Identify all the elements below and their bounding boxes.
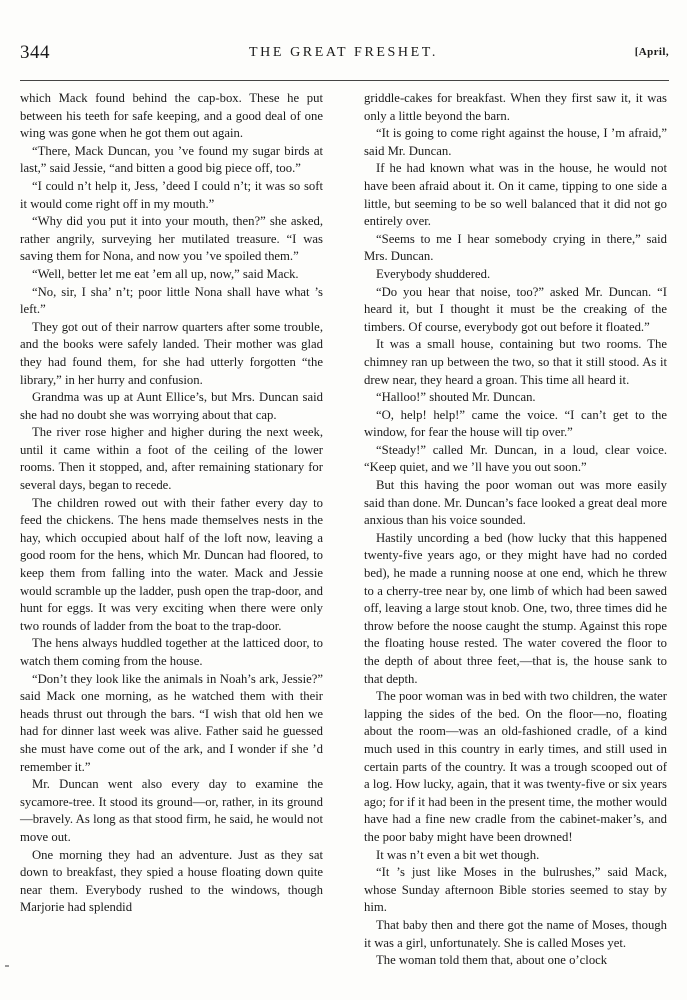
page-number: 344 [20, 42, 50, 63]
paragraph: The poor woman was in bed with two children, the water lapping the sides of the bed. On the floor—no, floating about the room—was an old-fashioned cradle, of a kind much used in this country in early times, and still used in certain parts of the country. It was a trough scooped out of a log. How lucky, again, that it was twenty-five or six years ago; for if it had been in the present time, the mother would have had a fine new cradle from the cabinet-maker’s, and the poor baby might have been drowned! [364, 689, 667, 844]
paragraph: “O, help! help!” came the voice. “I can’t get to the window, for fear the house will tip over.” [364, 407, 667, 440]
paragraph: “Seems to me I hear somebody crying in there,” said Mrs. Duncan. [364, 231, 667, 264]
paragraph: griddle-cakes for breakfast. When they first saw it, it was only a little beyond the barn. [364, 91, 667, 123]
paragraph: Mr. Duncan went also every day to examine the sycamore-tree. It stood its ground—or, rather, in its ground—bravely. As long as that stood firm, he said, he would not move out. [20, 777, 323, 844]
paragraph: “Steady!” called Mr. Duncan, in a loud, clear voice. “Keep quiet, and we ’ll have you out soon.” [364, 442, 667, 475]
month-label: [April, [634, 46, 669, 58]
paragraph: Everybody shuddered. [376, 266, 491, 281]
paragraph: That baby then and there got the name of Moses, though it was a girl, unfortunately. She is called Moses yet. [364, 917, 667, 950]
left-column [20, 90, 323, 917]
header-rule [20, 80, 669, 81]
paragraph: Grandma was up at Aunt Ellice’s, but Mrs. Duncan said she had no doubt she was worrying about that cap. [20, 390, 323, 422]
paragraph: The children rowed out with their father every day to feed the chickens. The hens made themselves nests in the hay, which occupied about half of the loft now, leaving a good room for the hens, which Mr. Duncan had floored, to keep them from falling into the water. Mack and Jessie would scramble up the ladder, push open the trap-door, and hunt for eggs. It was very exciting when there were only two rounds of ladder from the boat to the trap-door. [20, 495, 323, 633]
paragraph: “I could n’t help it, Jess, ’deed I could n’t; it was so soft it would come right off in my mouth.” [20, 178, 323, 211]
paragraph: “Don’t they look like the animals in Noah’s ark, Jessie?” said Mack one morning, as he watched them with their heads thrust out through the bars. “I wish that old hen we had for dinner last week was alive. Father said he guessed she must have come out of the ark, and I wonder if she ’d remember it.” [20, 671, 323, 774]
page-edge-mark [5, 965, 9, 967]
paragraph: “Do you hear that noise, too?” asked Mr. Duncan. “I heard it, but I thought it must be the creaking of the timbers. Of course, everybody got out before it floated.” [364, 284, 667, 334]
paragraph: The hens always huddled together at the latticed door, to watch them coming from the house. [20, 636, 323, 668]
paragraph: “No, sir, I sha’ n’t; poor little Nona shall have what ’s left.” [20, 284, 323, 317]
paragraph: Hastily uncording a bed (how lucky that this happened twenty-five years ago, or they might have had no corded bed), he made a running noose at one end, which he threw to a cherry-tree near by, one limb of which had been sawed off, leaving a large stout knob. One, two, three times did he throw before the noose caught the stump. Against this rope the floating house rested. The water covered the floor to the depth of about three feet,—that is, the house sank to that depth. [364, 530, 667, 686]
paragraph: “Why did you put it into your mouth, then?” she asked, rather angrily, surveying her mutilated treasure. “I was saving them for Nona, and now you ’ve spoiled them.” [20, 214, 323, 264]
right-column [364, 90, 667, 970]
paragraph: If he had known what was in the house, he would not have been afraid about it. On it came, tipping to one side a little, but seeming to be so well balanced that it did not go entirely over. [364, 161, 667, 229]
paragraph: “It is going to come right against the house, I ’m afraid,” said Mr. Duncan. [364, 126, 667, 158]
paragraph: The river rose higher and higher during the next week, until it came within a foot of the ceiling of the lower rooms. Then it stopped, and, after remaining stationary for several days, began to recede. [20, 425, 323, 493]
running-title: THE GREAT FRESHET. [248, 45, 438, 60]
paragraph: One morning they had an adventure. Just as they sat down to breakfast, they spied a house floating down quite near them. Everybody rushed to the windows, though Marjorie had splendid [20, 847, 323, 915]
paragraph: “It ’s just like Moses in the bulrushes,” said Mack, whose Sunday afternoon Bible stories seemed to stay by him. [364, 865, 667, 915]
paragraph: But this having the poor woman out was more easily said than done. Mr. Duncan’s face looked a great deal more anxious than his voice sounded. [364, 478, 667, 528]
paragraph: which Mack found behind the cap-box. These he put between his teeth for safe keeping, and a good deal of one wing was gone when he got them out again. [20, 91, 323, 141]
paragraph: They got out of their narrow quarters after some trouble, and the books were safely landed. Their mother was glad they had found them, for she had utterly forgotten “the library,” in her hurry and confusion. [20, 319, 323, 387]
paragraph: “Well, better let me eat ’em all up, now,” said Mack. [32, 266, 299, 281]
paragraph: “There, Mack Duncan, you ’ve found my sugar birds at last,” said Jessie, “and bitten a good big piece off, too.” [20, 143, 323, 176]
paragraph: The woman told them that, about one o’clock [376, 953, 608, 968]
page-header [18, 42, 669, 66]
paragraph: “Halloo!” shouted Mr. Duncan. [376, 390, 536, 405]
paragraph: It was a small house, containing but two rooms. The chimney ran up between the two, so that it still stood. As it drew near, they heard a groan. This time all heard it. [364, 337, 667, 387]
paragraph: It was n’t even a bit wet though. [376, 847, 540, 862]
